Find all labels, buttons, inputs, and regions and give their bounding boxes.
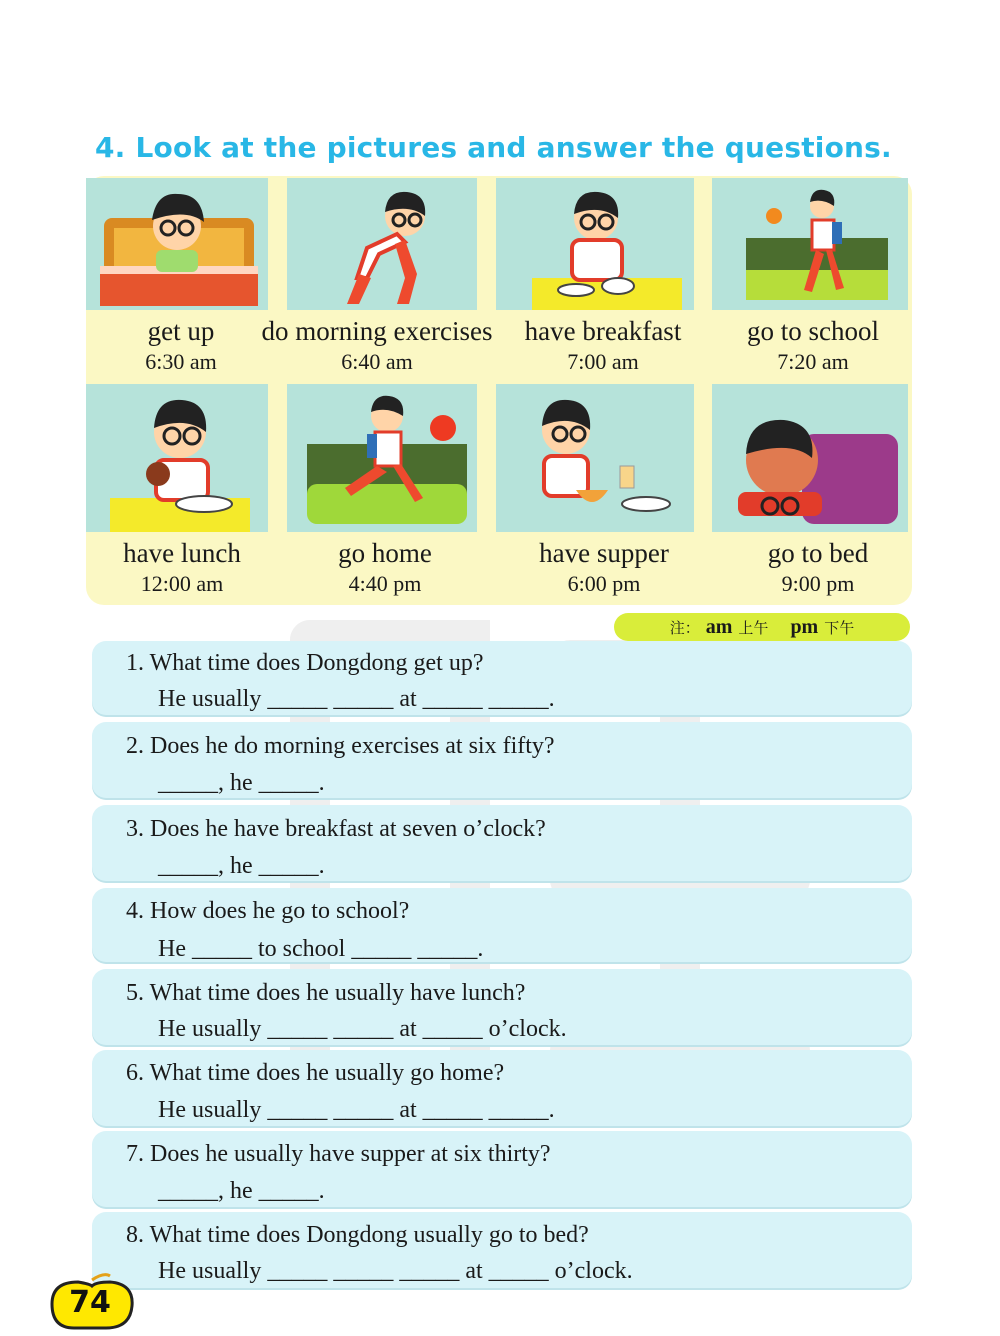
question-1 [92,641,912,715]
activity-label-1 [250,316,504,375]
activity-time: 7:00 am [567,349,639,374]
note-pm: pm [790,615,819,638]
activity-name: get up [147,316,215,346]
question-text: 8. What time does Dongdong usually go to bed? [126,1222,589,1248]
picture-go-to-school [712,178,908,310]
boy-eating-supper-icon [496,384,694,532]
question-text: 3. Does he have breakfast at seven o’clock? [126,816,546,842]
note-am-meaning: 上午 [738,618,769,637]
boy-eating-breakfast-icon [496,178,694,310]
activity-time: 9:00 pm [781,571,855,596]
answer-line: He usually _____ _____ at _____ _____. [158,1097,555,1123]
question-text: 7. Does he usually have supper at six thirty? [126,1141,551,1167]
question-text: 1. What time does Dongdong get up? [126,650,484,676]
question-3 [92,805,912,881]
activity-label-7 [720,538,916,597]
answer-line: _____, he _____. [158,853,325,879]
picture-have-lunch [86,384,268,532]
activity-name: do morning exercises [261,316,493,346]
activity-time: 6:30 am [145,349,217,374]
boy-waking-in-bed-icon [86,178,268,310]
question-6 [92,1050,912,1126]
page-number-badge [44,1270,136,1330]
exercise-heading: 4. Look at the pictures and answer the questions. [95,131,892,164]
activity-time: 4:40 pm [348,571,422,596]
question-5 [92,969,912,1045]
note-am: am [705,615,733,638]
activity-name: go home [338,538,432,568]
question-text: 4. How does he go to school? [126,898,410,924]
activity-label-2 [506,316,700,375]
page-number: 74 [69,1285,111,1320]
picture-go-home [287,384,477,532]
activity-time: 6:40 am [341,349,413,374]
picture-have-breakfast [496,178,694,310]
activity-name: have lunch [123,538,241,568]
activity-label-3 [718,316,908,375]
boy-running-home-icon [287,384,477,532]
activity-label-5 [287,538,483,597]
activity-name: have supper [539,538,669,568]
answer-line: He usually _____ _____ _____ at _____ o’clock. [158,1258,633,1284]
activity-name: go to bed [767,538,869,568]
question-4 [92,888,912,962]
activity-time: 7:20 am [777,349,849,374]
answer-line: _____, he _____. [158,1178,325,1204]
picture-have-supper [496,384,694,532]
question-2 [92,722,912,798]
answer-line: He usually _____ _____ at _____ o’clock. [158,1016,567,1042]
note-prefix: 注： [669,618,700,637]
am-pm-note [614,613,910,641]
question-7 [92,1131,912,1207]
picture-morning-exercises [287,178,477,310]
boy-walking-to-school-icon [712,178,908,310]
answer-line: He usually _____ _____ at _____ _____. [158,686,555,712]
question-text: 5. What time does he usually have lunch? [126,980,526,1006]
answer-line: _____, he _____. [158,770,325,796]
activity-label-0 [86,316,276,375]
activity-label-4 [86,538,278,597]
note-pm-meaning: 下午 [824,618,855,637]
boy-sleeping-icon [712,384,908,532]
question-8 [92,1212,912,1288]
picture-go-to-bed [712,384,908,532]
question-text: 6. What time does he usually go home? [126,1060,505,1086]
activity-name: have breakfast [524,316,682,346]
boy-eating-lunch-icon [86,384,268,532]
answer-line: He _____ to school _____ _____. [158,936,484,962]
activity-name: go to school [747,316,879,346]
activity-time: 12:00 am [140,571,224,596]
activity-time: 6:00 pm [567,571,641,596]
picture-get-up [86,178,268,310]
boy-exercising-icon [287,178,477,310]
activity-label-6 [506,538,702,597]
question-text: 2. Does he do morning exercises at six fifty? [126,733,555,759]
